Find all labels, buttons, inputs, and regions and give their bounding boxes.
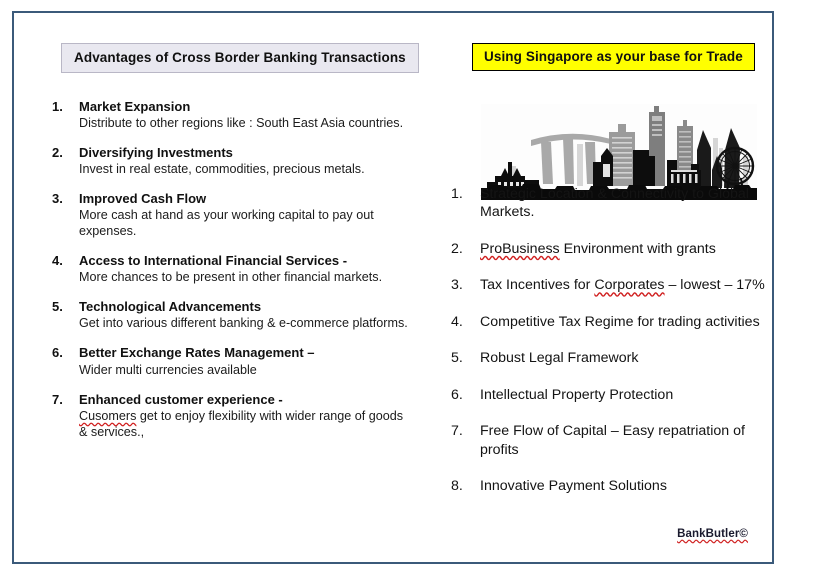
list-item — [451, 349, 781, 367]
list-item — [451, 477, 781, 495]
list-item — [451, 276, 781, 294]
list-item-number: 8. — [451, 478, 463, 495]
list-item — [52, 99, 442, 132]
list-item-title: Improved Cash Flow — [79, 191, 207, 207]
list-item-detail: Wider multi currencies available — [79, 362, 257, 377]
list-item — [52, 191, 442, 240]
list-item-number: 5. — [451, 350, 463, 367]
list-item-text-rest: – lowest – 17% — [664, 277, 765, 294]
footer-signature-text: BankButler© — [677, 528, 748, 540]
list-item-detail: Distribute to other regions like : South East Asia countries. — [79, 116, 404, 131]
list-item-text: Intellectual Property Protection — [480, 386, 674, 403]
list-item — [52, 392, 442, 441]
list-item-title: Better Exchange Rates Management – — [79, 345, 315, 361]
list-item — [52, 145, 442, 178]
list-item-number: 4. — [451, 313, 463, 330]
list-item-text: Strategic Location & Connectivity to Global Markets. — [480, 186, 749, 221]
footer-signature — [677, 528, 748, 540]
left-column — [52, 43, 442, 454]
list-item-title: Market Expansion — [79, 99, 191, 114]
list-item-number: 2. — [52, 145, 63, 161]
list-item-number: 3. — [451, 277, 463, 294]
singapore-benefits-list — [451, 185, 781, 496]
list-item — [451, 386, 781, 404]
list-item-detail: More cash at hand as your working capital to pay out expenses. — [79, 208, 374, 239]
list-item-text — [480, 240, 781, 258]
list-item-number: 1. — [52, 99, 63, 114]
misspelled-word: ProBusiness — [480, 240, 560, 257]
list-item-text: Competitive Tax Regime for trading activities — [480, 313, 760, 330]
list-item-text — [480, 276, 781, 294]
list-item — [52, 345, 442, 378]
list-item — [451, 422, 781, 459]
misspelled-word: Corporates — [594, 277, 665, 294]
list-item-number: 4. — [52, 253, 63, 269]
list-item-text: Innovative Payment Solutions — [480, 478, 667, 495]
list-item-number: 5. — [52, 299, 63, 315]
list-item-number: 3. — [52, 191, 63, 207]
list-item-number: 7. — [52, 391, 63, 407]
list-item-title: Diversifying Investments — [79, 145, 233, 161]
list-item — [451, 240, 781, 258]
list-item-number: 2. — [451, 240, 463, 257]
left-panel-heading: Advantages of Cross Border Banking Transactions — [61, 43, 419, 73]
list-item — [52, 299, 442, 332]
list-item-number: 6. — [451, 386, 463, 403]
list-item-text-prefix: Tax Incentives for — [480, 277, 595, 294]
list-item-detail: Get into various different banking & e-commerce platforms. — [79, 316, 408, 331]
list-item-number: 6. — [52, 345, 63, 361]
list-item-detail — [79, 409, 409, 441]
list-item-title: Access to International Financial Services - — [79, 253, 348, 269]
page-border-frame — [12, 11, 774, 564]
list-item-text: Robust Legal Framework — [480, 350, 639, 367]
list-item-number: 7. — [451, 423, 463, 440]
list-item-text-rest: Environment with grants — [559, 240, 716, 257]
right-column — [451, 43, 781, 514]
list-item-title: Technological Advancements — [79, 299, 262, 315]
list-item-number: 1. — [451, 186, 463, 202]
list-item — [52, 253, 442, 286]
list-item-title: Enhanced customer experience - — [79, 391, 283, 407]
list-item-detail: Invest in real estate, commodities, precious metals. — [79, 162, 365, 177]
advantages-list — [52, 99, 442, 441]
list-item — [451, 313, 781, 331]
misspelled-word: Cusomers — [79, 408, 137, 423]
list-item-detail: More chances to be present in other financial markets. — [79, 270, 383, 285]
list-item-text: Free Flow of Capital – Easy repatriation of profits — [480, 423, 745, 458]
list-item — [451, 185, 781, 222]
list-item-detail-rest: get to enjoy flexibility with wider range of goods & services., — [79, 408, 404, 439]
right-panel-heading: Using Singapore as your base for Trade — [472, 43, 755, 71]
